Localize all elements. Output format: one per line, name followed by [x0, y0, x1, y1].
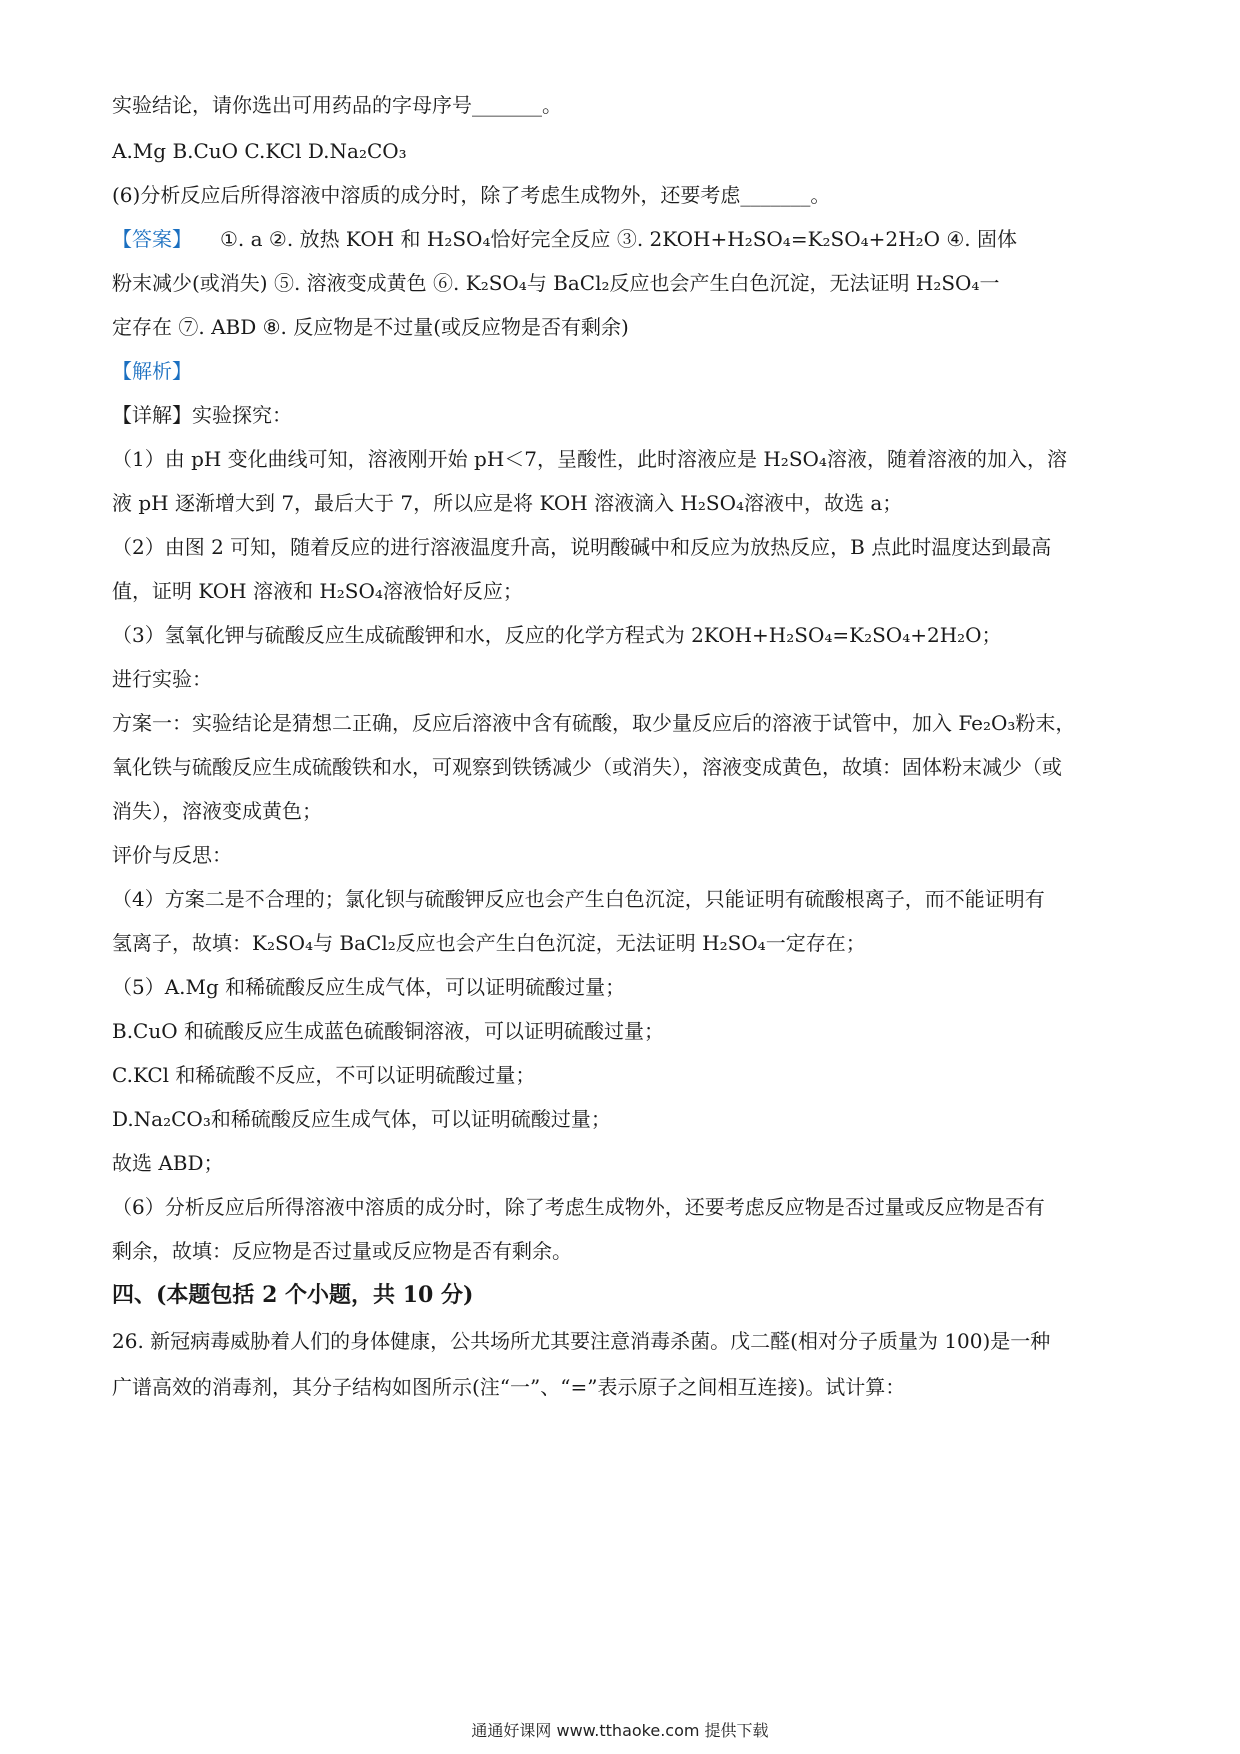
answer-line-3: 定存在 ⑦. ABD ⑧. 反应物是不过量(或反应物是否有剩余) [112, 315, 629, 339]
text-line: D.Na₂CO₃和稀硫酸反应生成气体，可以证明硫酸过量； [112, 1107, 611, 1131]
text-line: 氢离子，故填：K₂SO₄与 BaCl₂反应也会产生白色沉淀，无法证明 H₂SO₄一定存在； [112, 931, 866, 955]
text-line: 值，证明 KOH 溶液和 H₂SO₄溶液恰好反应； [112, 579, 523, 603]
text-line: （3）氢氧化钾与硫酸反应生成硫酸钾和水，反应的化学方程式为 2KOH+H₂SO₄=K₂SO₄+2H₂O； [112, 623, 1002, 647]
options-line: A.Mg B.CuO C.KCl D.Na₂CO₃ [112, 139, 407, 163]
text-line: 评价与反思： [112, 843, 232, 867]
question-26-line-2: 广谱高效的消毒剂，其分子结构如图所示(注“一”、“=”表示原子之间相互连接)。试计算： [112, 1375, 906, 1399]
answer-line [112, 224, 1132, 254]
text-line: （6）分析反应后所得溶液中溶质的成分时，除了考虑生成物外，还要考虑反应物是否过量或反应物是否有 [112, 1195, 1045, 1219]
text-line: （4）方案二是不合理的；氯化钡与硫酸钾反应也会产生白色沉淀，只能证明有硫酸根离子，而不能证明有 [112, 887, 1045, 911]
text-line: （2）由图 2 可知，随着反应的进行溶液温度升高，说明酸碱中和反应为放热反应，B 点此时温度达到最高 [112, 535, 1052, 559]
text-line: 剩余，故填：反应物是否过量或反应物是否有剩余。 [112, 1239, 572, 1263]
text-line: 液 pH 逐渐增大到 7，最后大于 7，所以应是将 KOH 溶液滴入 H₂SO₄溶液中，故选 a； [112, 491, 903, 515]
answer-label: 【答案】 [112, 227, 192, 251]
text-line: 方案一：实验结论是猜想二正确，反应后溶液中含有硫酸，取少量反应后的溶液于试管中，加入 Fe₂O₃粉末， [112, 711, 1076, 735]
answer-text: ①. a ②. 放热 KOH 和 H₂SO₄恰好完全反应 ③. 2KOH+H₂SO₄=K₂SO₄+2H₂O ④. 固体 [220, 227, 1018, 251]
text-line: 【详解】实验探究： [112, 403, 292, 427]
text-line: 消失），溶液变成黄色； [112, 799, 322, 823]
analysis-label: 【解析】 [112, 359, 192, 383]
text-line: （5）A.Mg 和稀硫酸反应生成气体，可以证明硫酸过量； [112, 975, 626, 999]
answer-line-2: 粉末减少(或消失) ⑤. 溶液变成黄色 ⑥. K₂SO₄与 BaCl₂反应也会产生白色沉淀，无法证明 H₂SO₄一 [112, 271, 1000, 295]
text-line: 故选 ABD； [112, 1151, 224, 1175]
text-line: （1）由 pH 变化曲线可知，溶液刚开始 pH＜7，呈酸性，此时溶液应是 H₂SO₄溶液，随着溶液的加入，溶 [112, 447, 1067, 471]
page-footer: 通通好课网 www.tthaoke.com 提供下载 [471, 1721, 769, 1740]
text-line: 实验结论，请你选出可用药品的字母序号_______。 [112, 93, 562, 117]
text-line: 进行实验： [112, 667, 212, 691]
question-6-line: (6)分析反应后所得溶液中溶质的成分时，除了考虑生成物外，还要考虑_______。 [112, 183, 831, 207]
text-line: B.CuO 和硫酸反应生成蓝色硫酸铜溶液，可以证明硫酸过量； [112, 1019, 664, 1043]
text-line: 氧化铁与硫酸反应生成硫酸铁和水，可观察到铁锈减少（或消失），溶液变成黄色，故填：固体粉末减少（或 [112, 755, 1062, 779]
section-heading: 四、(本题包括 2 个小题，共 10 分) [112, 1282, 474, 1308]
text-line: C.KCl 和稀硫酸不反应，不可以证明硫酸过量； [112, 1063, 536, 1087]
question-26-line: 26. 新冠病毒威胁着人们的身体健康，公共场所尤其要注意消毒杀菌。戊二醛(相对分子质量为 100)是一种 [112, 1329, 1051, 1353]
